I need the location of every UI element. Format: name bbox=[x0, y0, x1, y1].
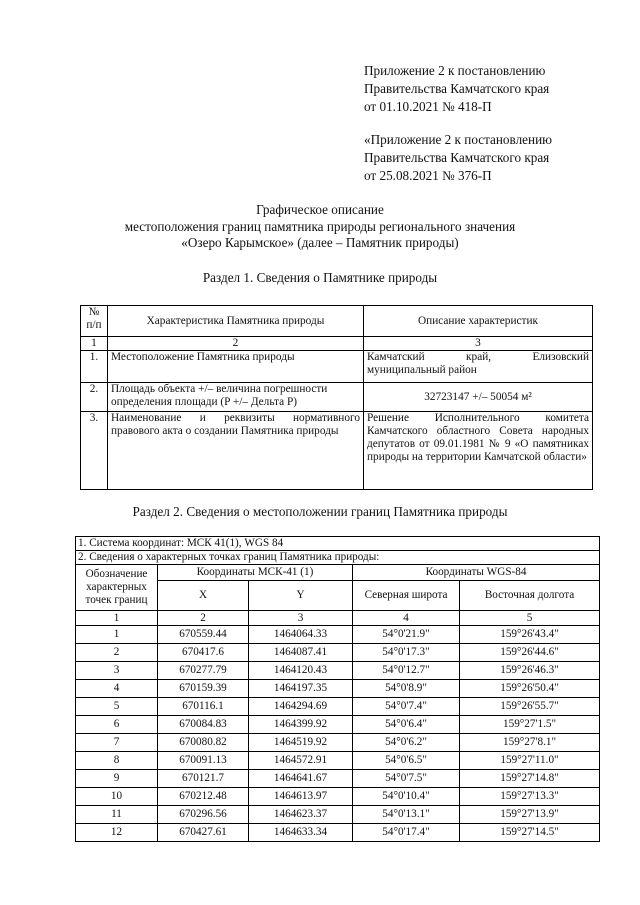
coordinate-system: 1. Система координат: МСК 41(1), WGS 84 bbox=[76, 537, 600, 551]
wgs-lat: 54°0'6.4" bbox=[353, 716, 460, 734]
appendix-line: «Приложение 2 к постановлению bbox=[364, 132, 552, 147]
table-row bbox=[76, 716, 600, 734]
appendix-line: Правительства Камчатского края bbox=[364, 81, 550, 96]
table-row bbox=[76, 806, 600, 824]
point-id: 12 bbox=[76, 824, 158, 842]
wgs-lat: 54°0'6.5" bbox=[353, 752, 460, 770]
index-cell: 1 bbox=[76, 611, 158, 626]
wgs-lon: 159°27'8.1" bbox=[460, 734, 600, 752]
row-name: Площадь объекта +/– величина погрешности определения площади (P +/– Дельта P) bbox=[108, 383, 364, 412]
msk-y: 1464572.91 bbox=[249, 752, 353, 770]
row-number: 1. bbox=[81, 351, 108, 383]
wgs-lon: 159°27'11.0" bbox=[460, 752, 600, 770]
appendix-current bbox=[364, 62, 549, 116]
table-row bbox=[76, 698, 600, 716]
msk-x: 670296.56 bbox=[158, 806, 249, 824]
wgs-lon: 159°27'14.8" bbox=[460, 770, 600, 788]
msk-y: 1464641.67 bbox=[249, 770, 353, 788]
msk-x: 670559.44 bbox=[158, 626, 249, 644]
wgs-lat: 54°0'13.1" bbox=[353, 806, 460, 824]
msk-x: 670417.6 bbox=[158, 644, 249, 662]
section1-table bbox=[80, 305, 593, 490]
table-header-row bbox=[81, 306, 593, 337]
wgs-lon: 159°27'13.9" bbox=[460, 806, 600, 824]
table-row bbox=[76, 788, 600, 806]
msk-x: 670159.39 bbox=[158, 680, 249, 698]
point-id: 11 bbox=[76, 806, 158, 824]
msk-y: 1464613.97 bbox=[249, 788, 353, 806]
msk-y: 1464064.33 bbox=[249, 626, 353, 644]
wgs-lat: 54°0'8.9" bbox=[353, 680, 460, 698]
wgs-lon: 159°27'13.3" bbox=[460, 788, 600, 806]
wgs-lat: 54°0'6.2" bbox=[353, 734, 460, 752]
msk-x: 670084.83 bbox=[158, 716, 249, 734]
row-number: 2. bbox=[81, 383, 108, 412]
point-id: 9 bbox=[76, 770, 158, 788]
appendix-line: от 01.10.2021 № 418-П bbox=[364, 99, 492, 114]
table-row bbox=[76, 662, 600, 680]
appendix-line: Приложение 2 к постановлению bbox=[364, 63, 546, 78]
table-row bbox=[76, 626, 600, 644]
document-title bbox=[0, 202, 640, 252]
msk-y: 1464623.37 bbox=[249, 806, 353, 824]
wgs-lat: 54°0'10.4" bbox=[353, 788, 460, 806]
table-index-row bbox=[76, 611, 600, 626]
point-id: 5 bbox=[76, 698, 158, 716]
msk-y: 1464294.69 bbox=[249, 698, 353, 716]
point-id: 6 bbox=[76, 716, 158, 734]
wgs-lon: 159°26'43.4" bbox=[460, 626, 600, 644]
header-cell: Обозначение характерных точек границ bbox=[76, 565, 158, 611]
msk-x: 670121.7 bbox=[158, 770, 249, 788]
point-id: 4 bbox=[76, 680, 158, 698]
section1-heading: Раздел 1. Сведения о Памятнике природы bbox=[202, 270, 438, 285]
wgs-lat: 54°0'17.3" bbox=[353, 644, 460, 662]
wgs-lon: 159°26'50.4" bbox=[460, 680, 600, 698]
index-cell: 4 bbox=[353, 611, 460, 626]
table-row bbox=[81, 383, 593, 412]
point-id: 7 bbox=[76, 734, 158, 752]
table-index-row bbox=[81, 337, 593, 351]
index-cell: 3 bbox=[364, 337, 593, 351]
row-value: Камчатский край, Елизовский муниципальный район bbox=[364, 351, 593, 383]
index-cell: 5 bbox=[460, 611, 600, 626]
msk-y: 1464633.34 bbox=[249, 824, 353, 842]
table-row bbox=[81, 412, 593, 490]
table-row bbox=[76, 824, 600, 842]
wgs-lat: 54°0'12.7" bbox=[353, 662, 460, 680]
appendix-line: Правительства Камчатского края bbox=[364, 150, 550, 165]
index-cell: 3 bbox=[249, 611, 353, 626]
point-id: 1 bbox=[76, 626, 158, 644]
header-cell: Северная широта bbox=[353, 581, 460, 611]
table-row bbox=[81, 351, 593, 383]
header-cell: Координаты WGS-84 bbox=[353, 565, 600, 581]
system-row bbox=[76, 537, 600, 551]
header-cell: Y bbox=[249, 581, 353, 611]
row-name: Наименование и реквизиты нормативного правового акта о создании Памятника природы bbox=[108, 412, 364, 490]
msk-y: 1464087.41 bbox=[249, 644, 353, 662]
index-cell: 2 bbox=[158, 611, 249, 626]
wgs-lon: 159°27'14.5" bbox=[460, 824, 600, 842]
wgs-lat: 54°0'7.5" bbox=[353, 770, 460, 788]
header-cell: Координаты МСК-41 (1) bbox=[158, 565, 353, 581]
wgs-lon: 159°26'46.3" bbox=[460, 662, 600, 680]
table-row bbox=[76, 644, 600, 662]
header-cell: № п/п bbox=[81, 306, 108, 337]
table-header-row bbox=[76, 565, 600, 581]
wgs-lon: 159°26'55.7" bbox=[460, 698, 600, 716]
title-line: местоположения границ памятника природы регионального значения bbox=[124, 218, 516, 234]
table-row bbox=[76, 752, 600, 770]
title-line: «Озеро Карымское» (далее – Памятник природы) bbox=[181, 235, 459, 250]
row-value: Решение Исполнительного комитета Камчатского областного Совета народных депутатов от 09.01.1981 № 9 «О памятниках природы на территории Камчатской области» bbox=[364, 412, 593, 490]
point-id: 8 bbox=[76, 752, 158, 770]
msk-x: 670277.79 bbox=[158, 662, 249, 680]
header-cell: X bbox=[158, 581, 249, 611]
table-row bbox=[76, 680, 600, 698]
wgs-lon: 159°27'1.5" bbox=[460, 716, 600, 734]
points-title-row bbox=[76, 551, 600, 565]
section2-table bbox=[75, 536, 600, 842]
row-number: 3. bbox=[81, 412, 108, 490]
msk-y: 1464399.92 bbox=[249, 716, 353, 734]
points-title: 2. Сведения о характерных точках границ Памятника природы: bbox=[76, 551, 600, 565]
appendix-previous bbox=[364, 131, 552, 185]
wgs-lat: 54°0'21.9" bbox=[353, 626, 460, 644]
point-id: 3 bbox=[76, 662, 158, 680]
msk-x: 670427.61 bbox=[158, 824, 249, 842]
msk-x: 670080.82 bbox=[158, 734, 249, 752]
header-cell: Характеристика Памятника природы bbox=[108, 306, 364, 337]
row-name: Местоположение Памятника природы bbox=[108, 351, 364, 383]
msk-y: 1464519.92 bbox=[249, 734, 353, 752]
table-row bbox=[76, 770, 600, 788]
section2-heading: Раздел 2. Сведения о местоположении границ Памятника природы bbox=[132, 504, 508, 519]
point-id: 10 bbox=[76, 788, 158, 806]
index-cell: 1 bbox=[81, 337, 108, 351]
msk-x: 670116.1 bbox=[158, 698, 249, 716]
wgs-lat: 54°0'17.4" bbox=[353, 824, 460, 842]
msk-y: 1464197.35 bbox=[249, 680, 353, 698]
header-cell: Восточная долгота bbox=[460, 581, 600, 611]
msk-x: 670212.48 bbox=[158, 788, 249, 806]
msk-x: 670091.13 bbox=[158, 752, 249, 770]
title-line: Графическое описание bbox=[256, 202, 384, 217]
point-id: 2 bbox=[76, 644, 158, 662]
wgs-lat: 54°0'7.4" bbox=[353, 698, 460, 716]
wgs-lon: 159°26'44.6" bbox=[460, 644, 600, 662]
index-cell: 2 bbox=[108, 337, 364, 351]
table-row bbox=[76, 734, 600, 752]
appendix-line: от 25.08.2021 № 376-П bbox=[364, 168, 492, 183]
header-cell: Описание характеристик bbox=[364, 306, 593, 337]
msk-y: 1464120.43 bbox=[249, 662, 353, 680]
row-value: 32723147 +/– 50054 м² bbox=[364, 383, 593, 412]
